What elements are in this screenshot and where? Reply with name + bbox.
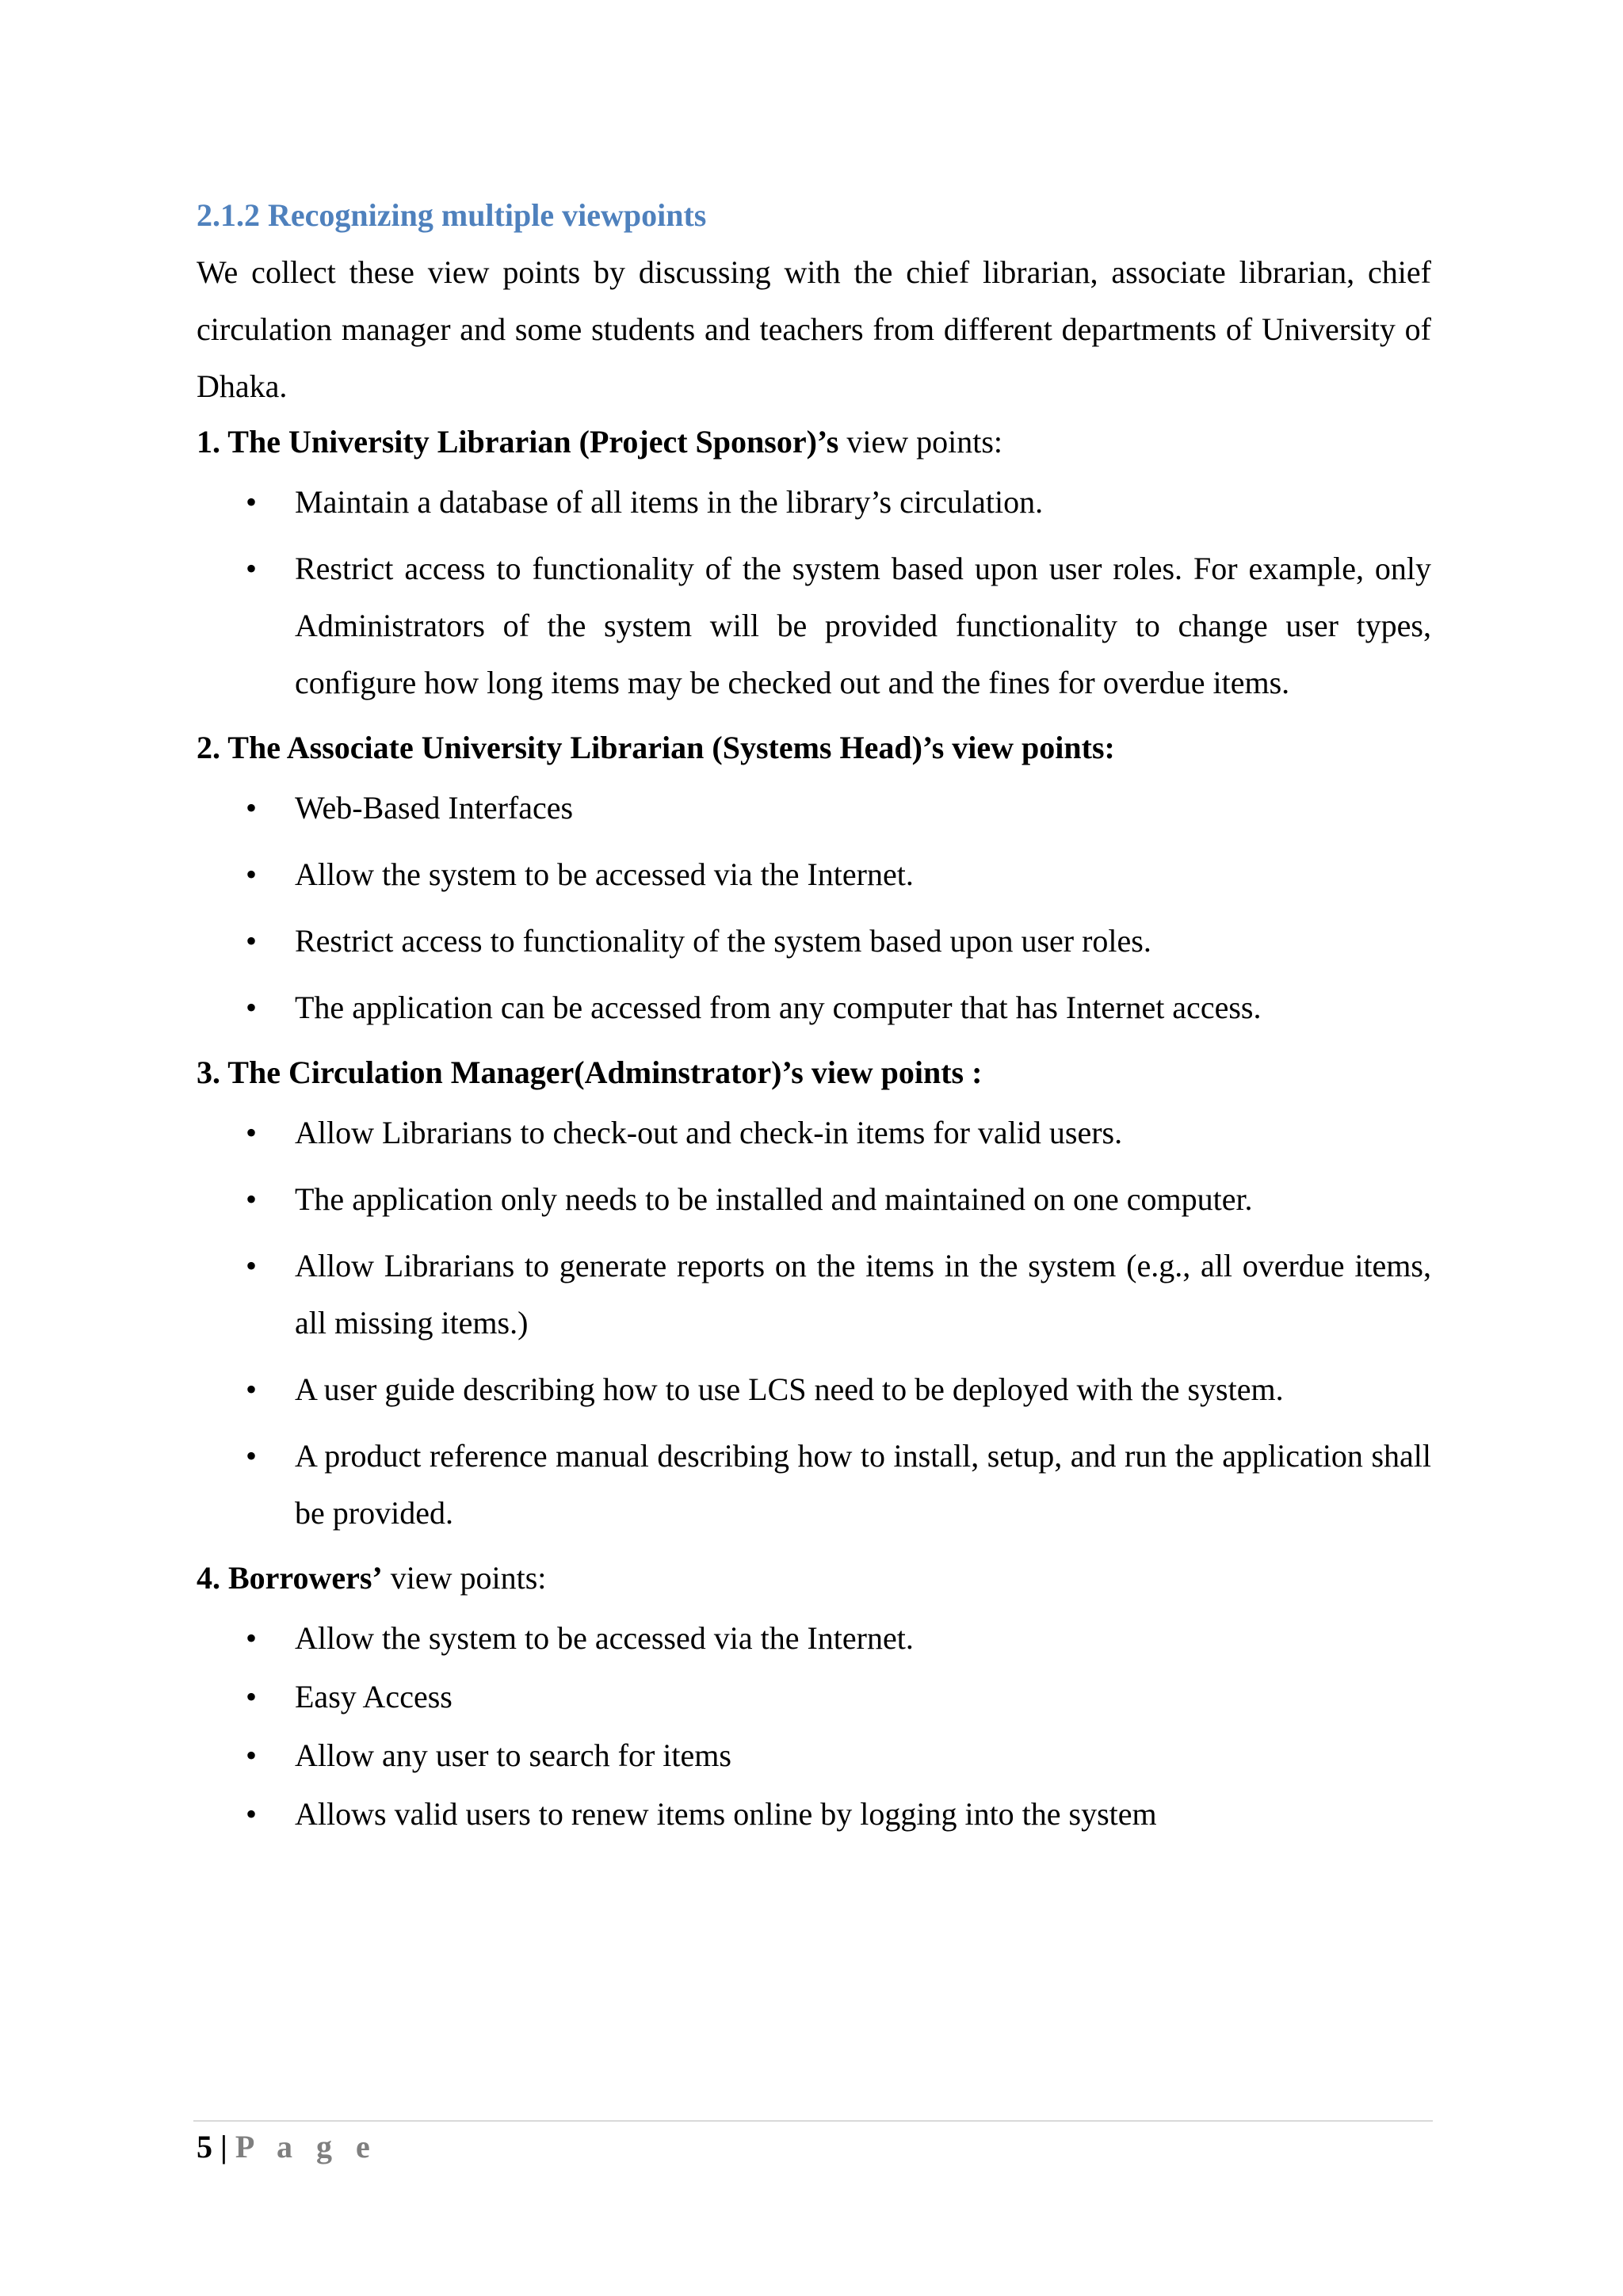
bullet-icon: • [246,856,258,892]
list-item [197,474,1431,531]
section-title-rest: view points: [382,1560,547,1596]
list-item [197,1727,1431,1784]
section-title-bold: 3. The Circulation Manager(Adminstrator)’s view points : [197,1055,983,1090]
list-item [197,1171,1431,1228]
bullet-icon: • [246,1620,258,1656]
bullet-icon: • [246,790,258,826]
list-item [197,1428,1431,1542]
list-item [197,1669,1431,1726]
bullet-icon: • [246,1248,258,1283]
bullet-list [197,474,1431,711]
list-item [197,913,1431,970]
bullet-icon: • [246,484,258,520]
bullet-icon: • [246,1181,258,1217]
section-title-bold: 4. Borrowers’ [197,1560,383,1596]
bullet-icon: • [246,1371,258,1407]
section-title-bold: 2. The Associate University Librarian (Systems Head)’s view points: [197,730,1115,765]
viewpoint-section-3 [197,1046,1431,1542]
list-item [197,1610,1431,1667]
viewpoint-section-1 [197,415,1431,711]
bullet-icon: • [246,923,258,959]
list-item-text: Web-Based Interfaces [295,790,574,826]
list-item [197,846,1431,903]
page-number: 5 [197,2129,212,2164]
bullet-icon: • [246,551,258,586]
bullet-list [197,1610,1431,1843]
list-item-text: Allows valid users to renew items online by logging into the system [295,1796,1157,1832]
list-item-text: Easy Access [295,1679,453,1714]
list-item-text: Maintain a database of all items in the library’s circulation. [295,484,1044,520]
list-item [197,1238,1431,1352]
bullet-icon: • [246,1796,258,1832]
bullet-icon: • [246,1679,258,1714]
list-item-text: Allow the system to be accessed via the Internet. [295,856,914,892]
section-title-bold: 1. The University Librarian (Project Sponsor)’s [197,424,839,460]
section-title [197,415,1431,469]
bullet-icon: • [246,1737,258,1773]
bullet-icon: • [246,1115,258,1150]
document-page [197,196,1431,1848]
bullet-list [197,780,1431,1036]
intro-paragraph: We collect these view points by discussing with the chief librarian, associate librarian, chief circulation manager and some students and teachers from different departments of University of Dhaka. [197,254,1431,404]
list-item-text: A user guide describing how to use LCS need to be deployed with the system. [295,1371,1284,1407]
list-item-text: The application only needs to be installed and maintained on one computer. [295,1181,1253,1217]
bullet-list [197,1104,1431,1542]
list-item-text: Allow Librarians to check-out and check-in items for valid users. [295,1115,1123,1150]
list-item-text: Allow any user to search for items [295,1737,731,1773]
list-item [197,780,1431,837]
page-word: P a g e [235,2129,378,2164]
list-item [197,1361,1431,1418]
list-item-text: The application can be accessed from any computer that has Internet access. [295,990,1262,1025]
list-item [197,979,1431,1036]
footer-separator: | [220,2129,227,2164]
viewpoint-section-2 [197,721,1431,1036]
list-item-text: Restrict access to functionality of the system based upon user roles. For example, only Administrators of the system will be provided functionality to change user types, configure how long items may be checked out and the fines for overdue items. [295,551,1431,700]
list-item-text: A product reference manual describing how to install, setup, and run the application shall be provided. [295,1438,1431,1531]
list-item [197,540,1431,711]
section-title [197,721,1431,775]
list-item [197,1104,1431,1161]
page-footer [197,2125,378,2169]
footer-divider [193,2120,1433,2122]
bullet-icon: • [246,1438,258,1474]
viewpoint-section-4 [197,1551,1431,1843]
list-item-text: Allow Librarians to generate reports on the items in the system (e.g., all overdue items, all missing items.) [295,1248,1431,1341]
list-item-text: Allow the system to be accessed via the Internet. [295,1620,914,1656]
section-title-rest: view points: [838,424,1003,460]
list-item [197,1786,1431,1843]
section-title [197,1046,1431,1100]
section-title [197,1551,1431,1605]
section-heading: 2.1.2 Recognizing multiple viewpoints [197,197,707,233]
bullet-icon: • [246,990,258,1025]
list-item-text: Restrict access to functionality of the system based upon user roles. [295,923,1151,959]
